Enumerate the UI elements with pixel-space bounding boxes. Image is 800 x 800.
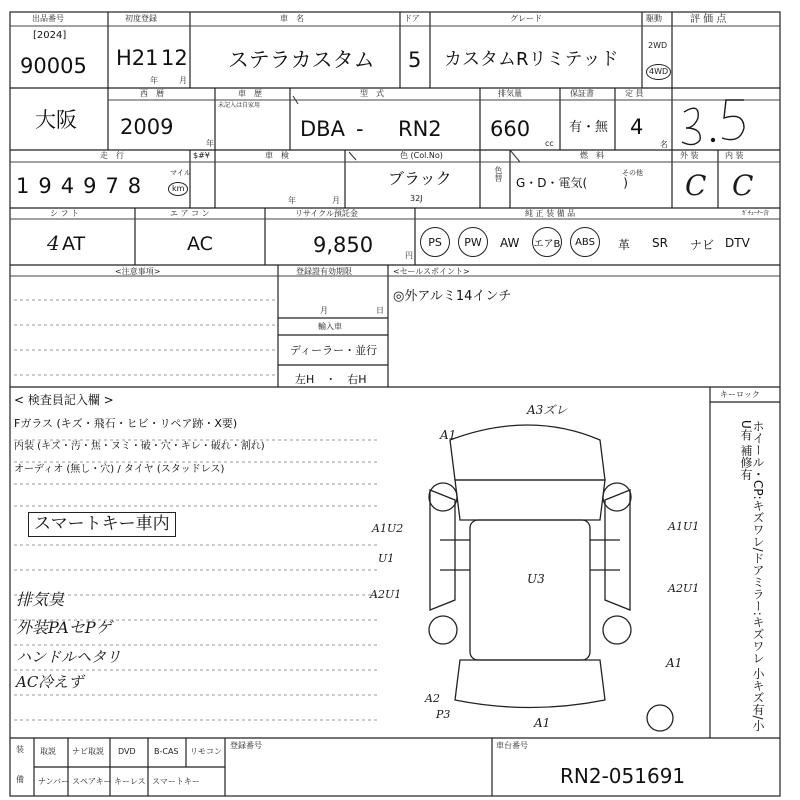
chassis-label: 車台番号 (496, 741, 528, 750)
doors-value: 5 (408, 48, 422, 72)
handwritten-note-3: ハンドルヘタリ (16, 648, 122, 666)
damage-mark: P3 (436, 708, 451, 721)
displacement-label: 排気量 (498, 89, 522, 98)
footer-dvd: DVD (118, 747, 136, 756)
interior-note: 内装 (キズ・汚・焦・ヌミ・破・穴・キレ・破れ・割れ) (14, 441, 265, 452)
import-label: 輸入車 (318, 322, 342, 331)
reg-month: 月 (320, 306, 328, 315)
shift-prefix: 4 (47, 231, 60, 255)
damage-mark: U1 (378, 552, 395, 565)
footer-remote: リモコン (190, 747, 222, 756)
model-name: ステラカスタム (228, 48, 375, 72)
doors-label: ドア (404, 14, 420, 23)
capacity-unit: 名 (660, 140, 668, 149)
smart-key-note: スマートキー車内 (28, 512, 176, 537)
glass-note: Fガラス (キズ・飛石・ヒビ・リペア跡・X要) (14, 417, 238, 430)
footer-label-top: 装 (16, 745, 24, 754)
mile-unit-label: マイル (170, 169, 191, 177)
grade-label: グレード (510, 14, 542, 23)
import-value: ディーラー・並行 (290, 344, 378, 357)
score-label: 評 価 点 (690, 14, 727, 25)
displacement-value: 660 (490, 117, 531, 141)
equip-ps-circled: PS (420, 227, 450, 257)
damage-mark: A1 (440, 428, 457, 442)
month-unit: 月 (179, 76, 187, 85)
capacity-value: 4 (630, 115, 644, 139)
venue-label: 出品番号 (32, 14, 64, 23)
car-diagram (429, 425, 673, 731)
capacity-label: 定 員 (625, 89, 644, 98)
first-reg-label: 初度登録 (125, 14, 157, 23)
type-dash: - (356, 117, 364, 141)
model-label: 車 名 (280, 14, 304, 23)
exterior-grade: C (685, 169, 707, 202)
shaken-month: 月 (332, 196, 340, 205)
keylock-label: キーロック (720, 390, 760, 399)
drive-2wd: 2WD (648, 41, 668, 50)
chassis-number: RN2-051691 (560, 764, 686, 788)
caution-label: <注意事項> (115, 267, 161, 276)
damage-mark: A3ズレ (527, 403, 568, 417)
footer-navi-manual: ナビ取説 (72, 747, 104, 756)
equip-leather: 革 (618, 238, 631, 252)
color-value: ブラック (388, 169, 452, 188)
footer-number-plate: ナンバー (38, 777, 70, 786)
interior-label: 内 装 (725, 151, 744, 160)
reg-day: 日 (376, 306, 384, 315)
tuner-label: ｶﾞﾁｭｰﾅｰ含 (742, 210, 770, 217)
year-unit: 年 (150, 76, 158, 85)
drive-label: 駆動 (646, 14, 662, 23)
damage-mark: A2 (425, 692, 440, 705)
first-reg-month: 12 (161, 46, 188, 70)
equip-aw: AW (500, 236, 520, 250)
damage-mark: A1U2 (372, 522, 404, 535)
drive-4wd-circled: 4WD (646, 64, 671, 80)
history-sub: 未記入は自家用 (218, 102, 261, 109)
grade-value: カスタムRリミテッド (444, 49, 619, 70)
fuel-other: その他 (622, 169, 643, 177)
score-handwriting (682, 100, 744, 145)
history-label: 車 歴 (238, 89, 262, 98)
handwritten-note-2: 外装PAセPゲ (16, 618, 112, 637)
cc-unit: cc (545, 139, 554, 148)
damage-mark: A1 (666, 656, 683, 670)
recycle-label: リサイクル預託金 (295, 209, 358, 218)
type-code: RN2 (398, 117, 442, 141)
equip-dtv: DTV (725, 236, 750, 250)
recycle-value: 9,850 (313, 233, 374, 257)
equip-airbag-circled: エアB (532, 227, 562, 257)
damage-mark: A2U1 (668, 582, 700, 595)
interior-grade: C (732, 169, 754, 202)
equip-pw-circled: PW (458, 227, 488, 257)
fuel-value: G・D・電気( ) (516, 176, 628, 190)
damage-mark: A1 (534, 716, 551, 730)
damage-mark: U3 (527, 572, 545, 586)
footer-label-bottom: 備 (16, 775, 24, 784)
handwritten-note-1: 排気臭 (16, 590, 65, 609)
color-code: 32J (410, 194, 423, 203)
year-box: [2024] (33, 30, 67, 41)
shaken-year: 年 (288, 196, 296, 205)
mileage-label: 走 行 (100, 151, 124, 160)
footer-manual: 取説 (40, 747, 56, 756)
vertical-note: ホイール・CP:キズワレ/ドアミラー:キズワレ 小キズ有/小U有 補修有 (739, 420, 765, 732)
shift-label: シ フ ト (50, 209, 80, 218)
footer-bcas: B-CAS (154, 747, 179, 756)
era-year: H21 (116, 46, 159, 70)
shaken-label: 車 検 (265, 151, 289, 160)
hand-value: 左H ・ 右H (295, 373, 367, 386)
shift-value: AT (62, 233, 86, 255)
reg-number-label: 登録番号 (230, 741, 262, 750)
mileage-value: 194978 (16, 174, 151, 198)
damage-mark: A2U1 (370, 588, 402, 601)
equip-navi: ナビ (690, 238, 715, 252)
sales-point: ◎外アルミ14インチ (393, 289, 512, 304)
sales-point-label: <セールスポイント> (393, 267, 470, 276)
damage-mark: A1U1 (668, 520, 700, 533)
warranty-label: 保証書 (570, 89, 594, 98)
warranty-value: 有・無 (569, 120, 609, 135)
lot-number: 90005 (20, 54, 87, 78)
ac-value: AC (187, 233, 213, 255)
exterior-label: 外 装 (680, 151, 699, 160)
inspector-title: < 検査員記入欄 > (14, 393, 114, 407)
year-ad-unit: 年 (206, 139, 214, 148)
reg-expiry-label: 登録證有効期限 (296, 267, 352, 276)
west-label: 西 暦 (140, 89, 164, 98)
handwritten-note-4: AC冷えず (16, 673, 84, 691)
region-value: 大阪 (35, 108, 77, 132)
km-unit-circled: km (168, 182, 188, 196)
equip-abs-circled: ABS (570, 227, 600, 257)
year-ad: 2009 (120, 115, 174, 139)
equip-sr: SR (652, 236, 668, 250)
color-change: 色替 (494, 166, 503, 182)
ac-label: エ ア コ ン (170, 209, 210, 218)
footer-smart-key: スマートキー (152, 777, 200, 786)
audio-tire-note: オーディオ (無し・穴) / タイヤ (スタッドレス) (14, 464, 225, 475)
type-label: 型 式 (360, 89, 384, 98)
footer-spare-key: スペアキー (72, 777, 112, 786)
footer-keyless: キーレス (114, 777, 146, 786)
fuel-label: 燃 料 (580, 151, 604, 160)
sharp-label: $#¥ (193, 151, 210, 160)
color-label: 色 (Col.No) (400, 151, 443, 160)
yen-unit: 円 (405, 251, 413, 260)
type-prefix: DBA (300, 117, 345, 141)
equipment-label: 純 正 装 備 品 (525, 209, 576, 218)
